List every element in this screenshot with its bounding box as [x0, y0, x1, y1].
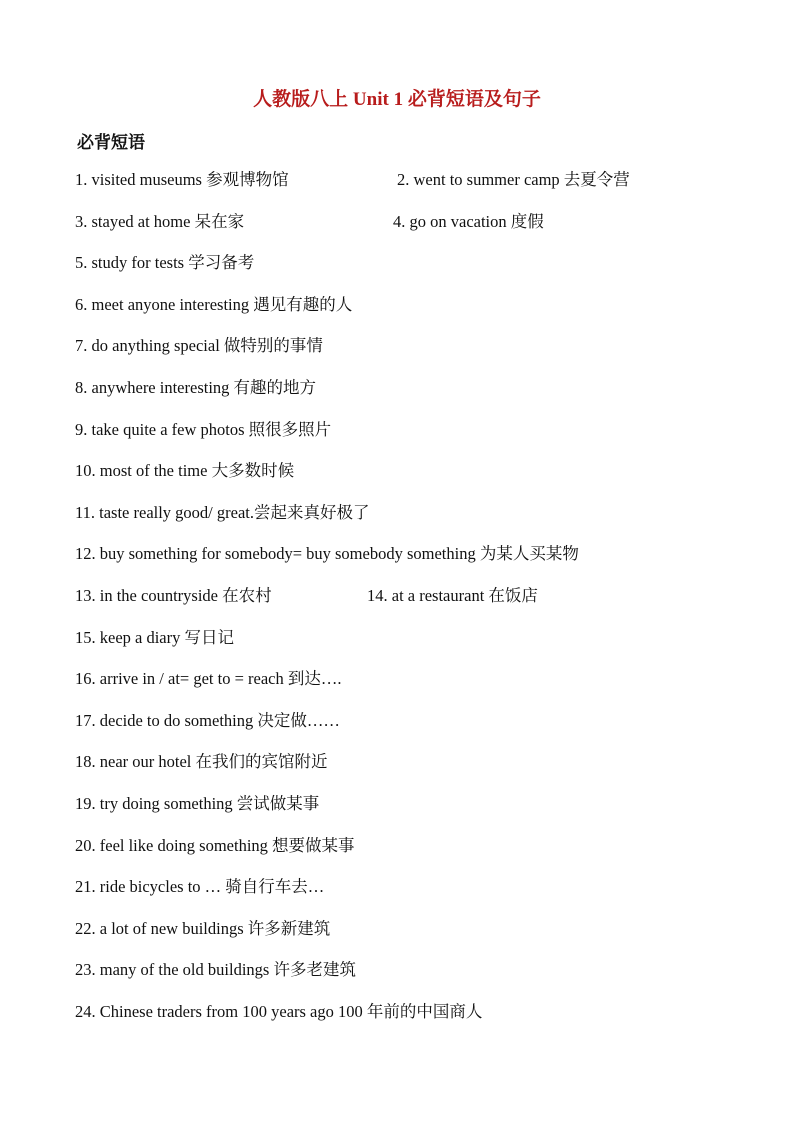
phrase-item: 12. buy something for somebody= buy somebody something 为某人买某物: [75, 544, 579, 563]
phrase-item: 18. near our hotel 在我们的宾馆附近: [75, 752, 328, 771]
phrase-item: 22. a lot of new buildings 许多新建筑: [75, 919, 331, 938]
phrase-item: 20. feel like doing something 想要做某事: [75, 836, 355, 855]
document-title: 人教版八上 Unit 1 必背短语及句子: [253, 89, 541, 110]
phrase-row: [75, 501, 370, 525]
phrase-item: 5. study for tests 学习备考: [75, 253, 255, 272]
phrase-row: [75, 459, 294, 483]
phrase-row: [75, 709, 340, 733]
phrase-row: [75, 584, 538, 608]
phrase-item: 1. visited museums 参观博物馆: [75, 170, 289, 189]
phrase-row: [75, 334, 323, 358]
phrase-item: 17. decide to do something 决定做……: [75, 711, 340, 730]
phrase-row: [75, 1000, 482, 1024]
phrase-row: [75, 418, 331, 442]
phrase-row: [75, 750, 328, 774]
phrase-row: [75, 168, 630, 192]
phrase-item: 8. anywhere interesting 有趣的地方: [75, 378, 317, 397]
phrase-item: 6. meet anyone interesting 遇见有趣的人: [75, 295, 353, 314]
phrase-row: [75, 210, 544, 234]
phrase-item: 2. went to summer camp 去夏令营: [397, 170, 630, 189]
phrase-item: 23. many of the old buildings 许多老建筑: [75, 960, 356, 979]
phrase-item: 13. in the countryside 在农村: [75, 586, 272, 605]
phrase-row: [75, 958, 356, 982]
phrase-item: 7. do anything special 做特别的事情: [75, 336, 323, 355]
phrase-row: [75, 875, 324, 899]
phrase-row: [75, 834, 355, 858]
phrase-row: [75, 667, 342, 691]
phrase-item: 21. ride bicycles to … 骑自行车去…: [75, 877, 325, 896]
phrase-item: 3. stayed at home 呆在家: [75, 212, 245, 231]
phrase-row: [75, 293, 352, 317]
phrase-item: 15. keep a diary 写日记: [75, 628, 234, 647]
phrase-row: [75, 251, 254, 275]
phrase-item: 14. at a restaurant 在饭店: [367, 586, 538, 605]
phrase-item: 16. arrive in / at= get to = reach 到达….: [75, 669, 342, 688]
phrase-item: 10. most of the time 大多数时候: [75, 461, 295, 480]
section-heading: 必背短语: [77, 133, 145, 152]
phrase-row: [75, 542, 579, 566]
phrase-row: [75, 917, 330, 941]
phrase-item: 19. try doing something 尝试做某事: [75, 794, 320, 813]
phrase-row: [75, 376, 316, 400]
phrase-item: 24. Chinese traders from 100 years ago 100 年前的中国商人: [75, 1002, 483, 1021]
phrase-row: [75, 626, 234, 650]
phrase-item: 9. take quite a few photos 照很多照片: [75, 420, 332, 439]
phrase-row: [75, 792, 319, 816]
phrase-item: 11. taste really good/ great.尝起来真好极了: [75, 503, 370, 522]
phrase-item: 4. go on vacation 度假: [393, 212, 544, 231]
